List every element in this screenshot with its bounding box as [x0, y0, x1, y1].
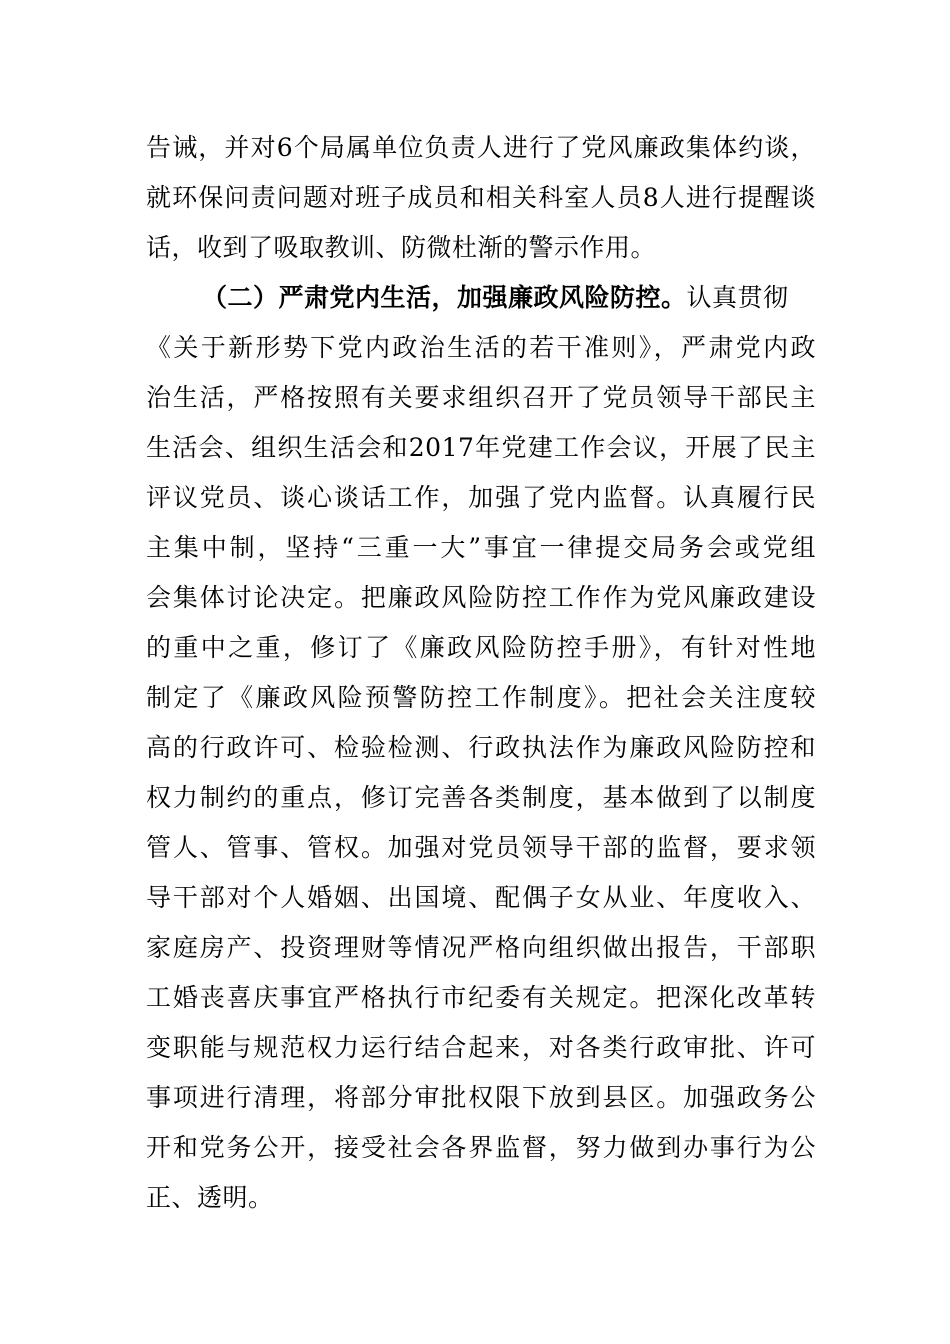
- section-heading: （二）严肃党内生活，加强廉政风险防控。: [202, 283, 687, 312]
- paragraph-line: 评议党员、谈心谈话工作，加强了党内监督。认真履行民: [146, 483, 816, 512]
- paragraph-line: 治生活，严格按照有关要求组织召开了党员领导干部民主: [146, 383, 816, 412]
- paragraph-line: 的重中之重，修订了《廉政风险防控手册》，有针对性地: [146, 633, 816, 662]
- paragraph-line: 主集中制，坚持“三重一大”事宜一律提交局务会或党组: [146, 533, 816, 562]
- paragraph-line: 生活会、组织生活会和2017年党建工作会议，开展了民主: [146, 433, 816, 462]
- paragraph-line: 正、透明。: [146, 1183, 274, 1212]
- paragraph-line: 开和党务公开，接受社会各界监督，努力做到办事行为公: [146, 1133, 816, 1162]
- paragraph-line: 权力制约的重点，修订完善各类制度，基本做到了以制度: [146, 783, 816, 812]
- paragraph-line: 事项进行清理，将部分审批权限下放到县区。加强政务公: [146, 1083, 816, 1112]
- paragraph-line: 工婚丧喜庆事宜严格执行市纪委有关规定。把深化改革转: [146, 983, 816, 1012]
- paragraph-line: 告诫，并对6个局属单位负责人进行了党风廉政集体约谈，: [146, 133, 816, 162]
- paragraph-line: 变职能与规范权力运行结合起来，对各类行政审批、许可: [146, 1033, 816, 1062]
- paragraph-line: 高的行政许可、检验检测、行政执法作为廉政风险防控和: [146, 733, 816, 762]
- paragraph-line: 会集体讨论决定。把廉政风险防控工作作为党风廉政建设: [146, 583, 816, 612]
- paragraph-line: 话，收到了吸取教训、防微杜渐的警示作用。: [146, 233, 657, 262]
- paragraph-line: 家庭房产、投资理财等情况严格向组织做出报告，干部职: [146, 933, 816, 962]
- paragraph-line: 制定了《廉政风险预警防控工作制度》。把社会关注度较: [146, 683, 816, 712]
- paragraph-line: 导干部对个人婚姻、出国境、配偶子女从业、年度收入、: [146, 883, 816, 912]
- paragraph-line: 《关于新形势下党内政治生活的若干准则》，严肃党内政: [146, 333, 816, 362]
- section-first-line: [202, 278, 816, 318]
- paragraph-line: 管人、管事、管权。加强对党员领导干部的监督，要求领: [146, 833, 816, 862]
- paragraph-line: 就环保问责问题对班子成员和相关科室人员8人进行提醒谈: [146, 183, 816, 212]
- section-first-line-text: 认真贯彻: [686, 283, 789, 312]
